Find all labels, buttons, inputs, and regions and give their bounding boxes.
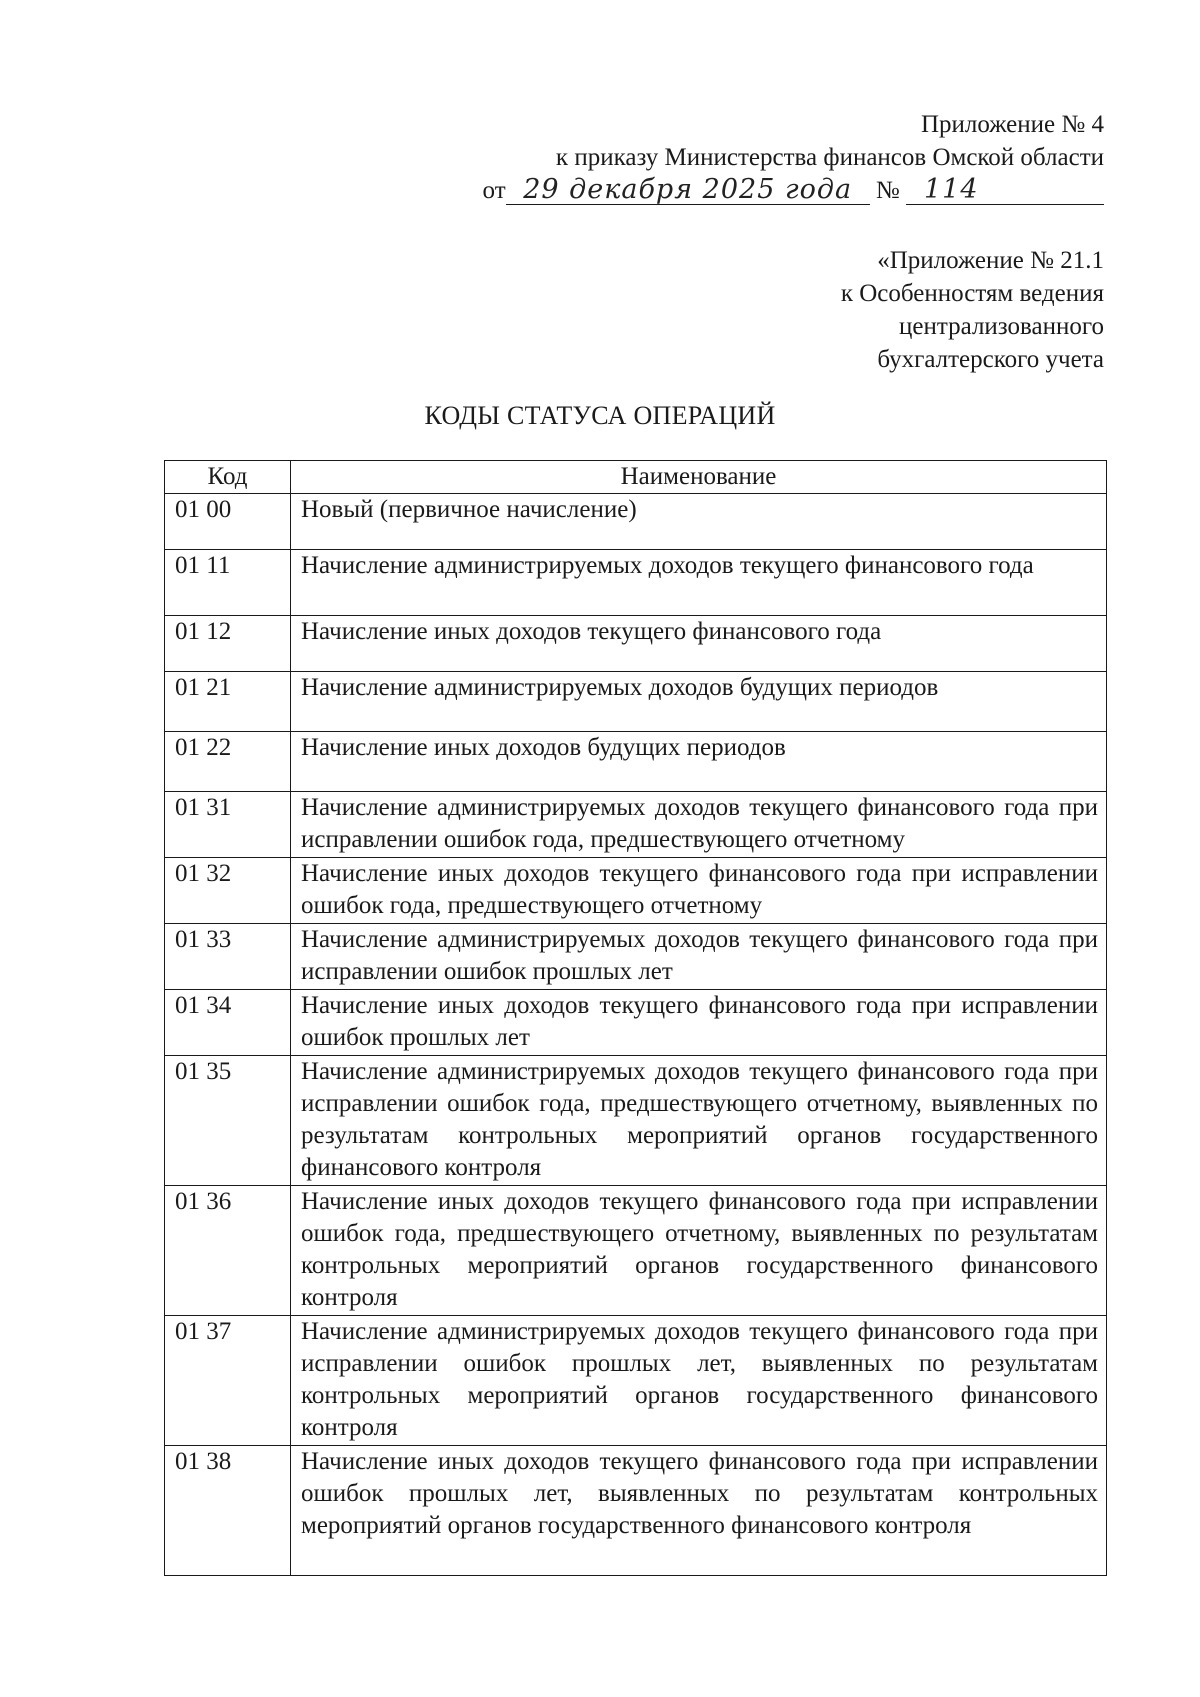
row-name: Начисление иных доходов текущего финансового года при исправлении ошибок года, предшествующего отчетному	[291, 858, 1107, 924]
row-name: Начисление администрируемых доходов текущего финансового года	[291, 550, 1107, 616]
date-prefix: от	[482, 177, 506, 204]
table-row	[165, 1186, 1107, 1316]
row-name: Начисление администрируемых доходов текущего финансового года при исправлении ошибок года, предшествующего отчетному	[291, 792, 1107, 858]
table-row	[165, 858, 1107, 924]
table-row	[165, 1316, 1107, 1446]
row-name: Начисление администрируемых доходов текущего финансового года при исправлении ошибок прошлых лет, выявленных по результатам контрольных мероприятий органов государственного финансового контроля	[291, 1316, 1107, 1446]
status-codes-table	[164, 460, 1107, 1576]
order-reference: к приказу Министерства финансов Омской области	[555, 144, 1104, 171]
table-row	[165, 494, 1107, 550]
annex-header	[841, 244, 1104, 376]
table-row	[165, 672, 1107, 732]
annex-line-1: «Приложение № 21.1	[877, 247, 1104, 274]
handwritten-date: 29 декабря 2025 года	[506, 176, 870, 205]
row-code: 01 21	[165, 672, 291, 732]
table-row	[165, 732, 1107, 792]
row-code: 01 22	[165, 732, 291, 792]
row-code: 01 12	[165, 616, 291, 672]
row-code: 01 34	[165, 990, 291, 1056]
row-name: Начисление администрируемых доходов текущего финансового года при исправлении ошибок прошлых лет	[291, 924, 1107, 990]
row-name: Начисление иных доходов текущего финансового года при исправлении ошибок прошлых лет, выявленных по результатам контрольных мероприятий органов государственного финансового контроля	[291, 1446, 1107, 1576]
row-code: 01 35	[165, 1056, 291, 1186]
row-name: Начисление иных доходов текущего финансового года при исправлении ошибок года, предшествующего отчетному, выявленных по результатам контрольных мероприятий органов государственного финансового контроля	[291, 1186, 1107, 1316]
handwritten-order-number: 114	[906, 176, 1104, 205]
annex-line-4: бухгалтерского учета	[877, 346, 1104, 373]
row-code: 01 31	[165, 792, 291, 858]
column-header-name: Наименование	[291, 461, 1107, 494]
table-row	[165, 924, 1107, 990]
row-code: 01 11	[165, 550, 291, 616]
row-name: Начисление администрируемых доходов текущего финансового года при исправлении ошибок года, предшествующего отчетному, выявленных по результатам контрольных мероприятий органов государственного финансового контроля	[291, 1056, 1107, 1186]
table-row	[165, 550, 1107, 616]
table-row	[165, 792, 1107, 858]
number-label: №	[875, 177, 900, 204]
row-name: Начисление администрируемых доходов будущих периодов	[291, 672, 1107, 732]
annex-line-2: к Особенностям ведения	[840, 280, 1104, 307]
row-name: Начисление иных доходов будущих периодов	[291, 732, 1107, 792]
table-row	[165, 1446, 1107, 1576]
row-name: Начисление иных доходов текущего финансового года	[291, 616, 1107, 672]
row-code: 01 00	[165, 494, 291, 550]
table-row	[165, 990, 1107, 1056]
order-date-line	[483, 174, 1104, 210]
document-title: КОДЫ СТАТУСА ОПЕРАЦИЙ	[424, 401, 776, 430]
appendix-number: Приложение № 4	[920, 111, 1104, 138]
order-header	[483, 108, 1104, 210]
row-code: 01 37	[165, 1316, 291, 1446]
row-name: Начисление иных доходов текущего финансового года при исправлении ошибок прошлых лет	[291, 990, 1107, 1056]
row-code: 01 33	[165, 924, 291, 990]
table-header-row	[165, 461, 1107, 494]
column-header-code: Код	[165, 461, 291, 494]
row-code: 01 38	[165, 1446, 291, 1576]
row-code: 01 32	[165, 858, 291, 924]
table-row	[165, 1056, 1107, 1186]
annex-line-3: централизованного	[899, 313, 1104, 340]
row-name: Новый (первичное начисление)	[291, 494, 1107, 550]
row-code: 01 36	[165, 1186, 291, 1316]
table-row	[165, 616, 1107, 672]
